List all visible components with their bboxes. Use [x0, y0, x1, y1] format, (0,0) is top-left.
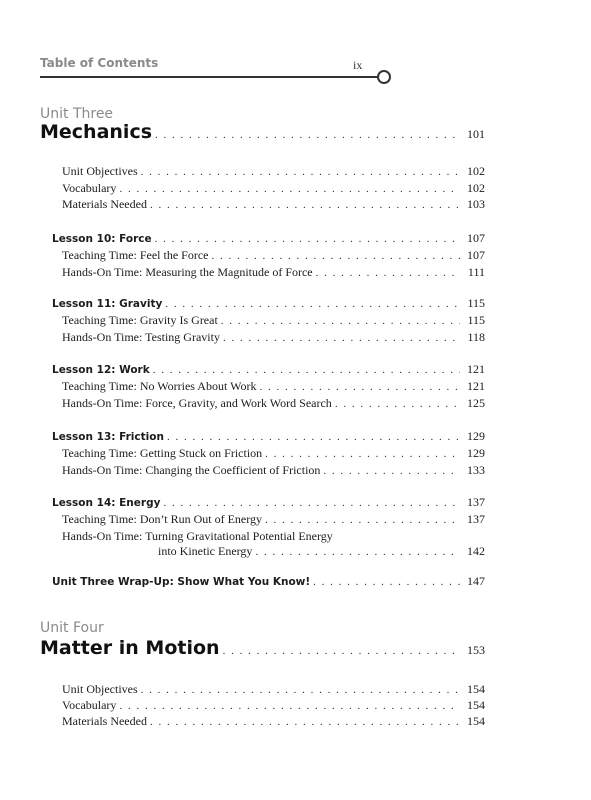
unit3-page: 101 [467, 127, 485, 141]
toc-entry [62, 698, 485, 713]
toc-entry-text: Teaching Time: No Worries About Work [62, 379, 257, 393]
toc-entry-page: 102 [467, 164, 485, 178]
toc-entry-text: Unit Objectives [62, 682, 138, 696]
toc-entry [62, 265, 485, 280]
unit3-label: Unit Three [40, 106, 114, 122]
lesson-heading [52, 429, 485, 444]
toc-entry-page: 133 [467, 463, 485, 477]
header-title: Table of Contents [40, 56, 159, 70]
lesson-page: 121 [467, 362, 485, 376]
toc-entry-page: 103 [467, 197, 485, 211]
toc-entry-text: Unit Objectives [62, 164, 138, 178]
toc-entry-text: Hands-On Time: Measuring the Magnitude of Force [62, 265, 313, 279]
toc-entry-page: 154 [467, 714, 485, 728]
toc-entry-text: Teaching Time: Feel the Force [62, 248, 209, 262]
toc-entry-page: 137 [467, 512, 485, 526]
dot-leader [323, 464, 460, 478]
lesson-page: 129 [467, 429, 485, 443]
wrapup-heading [52, 574, 485, 589]
lesson-title: Lesson 13: Friction [52, 431, 164, 443]
dot-leader [335, 397, 460, 411]
unit4-title-row [40, 637, 485, 659]
wrapup-page: 147 [467, 574, 485, 588]
toc-entry-page: 125 [467, 396, 485, 410]
lesson-page: 137 [467, 495, 485, 509]
toc-entry [62, 714, 485, 729]
toc-entry [62, 379, 485, 394]
toc-entry-text: Hands-On Time: Force, Gravity, and Work Word Search [62, 396, 332, 410]
unit3-title-row [40, 121, 485, 143]
toc-entry-text: Vocabulary [62, 181, 117, 195]
lesson-heading [52, 296, 485, 311]
toc-entry [62, 164, 485, 179]
toc-entry-text: Materials Needed [62, 197, 147, 211]
toc-entry-text-continued: into Kinetic Energy [158, 544, 253, 558]
dot-leader [259, 380, 460, 394]
lesson-title: Lesson 10: Force [52, 233, 152, 245]
dot-leader [141, 683, 460, 697]
toc-entry-page: 107 [467, 248, 485, 262]
toc-entry-text: Teaching Time: Gravity Is Great [62, 313, 218, 327]
toc-entry [158, 544, 485, 559]
toc-entry-text: Teaching Time: Getting Stuck on Friction [62, 446, 263, 460]
header-page-number: ix [353, 58, 363, 72]
lesson-title: Lesson 12: Work [52, 364, 150, 376]
toc-entry-page: 121 [467, 379, 485, 393]
toc-entry-text: Hands-On Time: Testing Gravity [62, 330, 220, 344]
toc-entry-text: Teaching Time: Don’t Run Out of Energy [62, 512, 263, 526]
dot-leader [255, 545, 460, 559]
toc-entry [62, 512, 485, 527]
dot-leader [223, 331, 460, 345]
dot-leader [150, 715, 460, 729]
toc-entry-page: 118 [467, 330, 485, 344]
header-circle-ornament [377, 70, 391, 84]
dot-leader [165, 297, 460, 311]
lesson-heading [52, 495, 485, 510]
dot-leader [150, 198, 460, 212]
header-rule [40, 76, 378, 78]
dot-leader [155, 232, 460, 246]
dot-leader [265, 513, 460, 527]
wrapup-title: Unit Three Wrap-Up: Show What You Know! [52, 576, 311, 588]
toc-entry [62, 313, 485, 328]
toc-entry-page: 154 [467, 682, 485, 696]
unit4-page: 153 [467, 643, 485, 657]
dot-leader [141, 165, 460, 179]
toc-entry [62, 446, 485, 461]
toc-entry [62, 682, 485, 697]
dot-leader [316, 266, 460, 280]
toc-entry [62, 396, 485, 411]
toc-entry-page: 115 [467, 313, 485, 327]
dot-leader [265, 447, 460, 461]
dot-leader [155, 129, 460, 141]
lesson-title: Lesson 11: Gravity [52, 298, 163, 310]
toc-entry-text: Vocabulary [62, 698, 117, 712]
unit4-label: Unit Four [40, 620, 104, 636]
unit4-title: Matter in Motion [40, 637, 220, 659]
dot-leader [223, 645, 460, 657]
toc-entry-page: 142 [467, 544, 485, 558]
dot-leader [119, 182, 460, 196]
toc-entry-page: 102 [467, 181, 485, 195]
toc-entry [62, 463, 485, 478]
toc-entry-page: 154 [467, 698, 485, 712]
toc-entry-page: 129 [467, 446, 485, 460]
toc-entry [62, 248, 485, 263]
toc-entry-page: 111 [467, 265, 485, 279]
dot-leader [211, 249, 460, 263]
dot-leader [119, 699, 460, 713]
lesson-page: 115 [467, 296, 485, 310]
dot-leader [313, 575, 460, 589]
lesson-heading [52, 231, 485, 246]
toc-entry-line1 [62, 529, 333, 543]
unit3-title: Mechanics [40, 121, 153, 143]
dot-leader [221, 314, 460, 328]
dot-leader [163, 496, 460, 510]
dot-leader [153, 363, 460, 377]
page-header [40, 56, 390, 82]
lesson-title: Lesson 14: Energy [52, 497, 161, 509]
toc-entry [62, 330, 485, 345]
dot-leader [167, 430, 460, 444]
toc-entry [62, 181, 485, 196]
lesson-page: 107 [467, 231, 485, 245]
toc-entry-text: Materials Needed [62, 714, 147, 728]
toc-entry [62, 197, 485, 212]
toc-entry-text: Hands-On Time: Changing the Coefficient of Friction [62, 463, 321, 477]
lesson-heading [52, 362, 485, 377]
toc-entry-text: Hands-On Time: Turning Gravitational Potential Energy [62, 529, 333, 543]
